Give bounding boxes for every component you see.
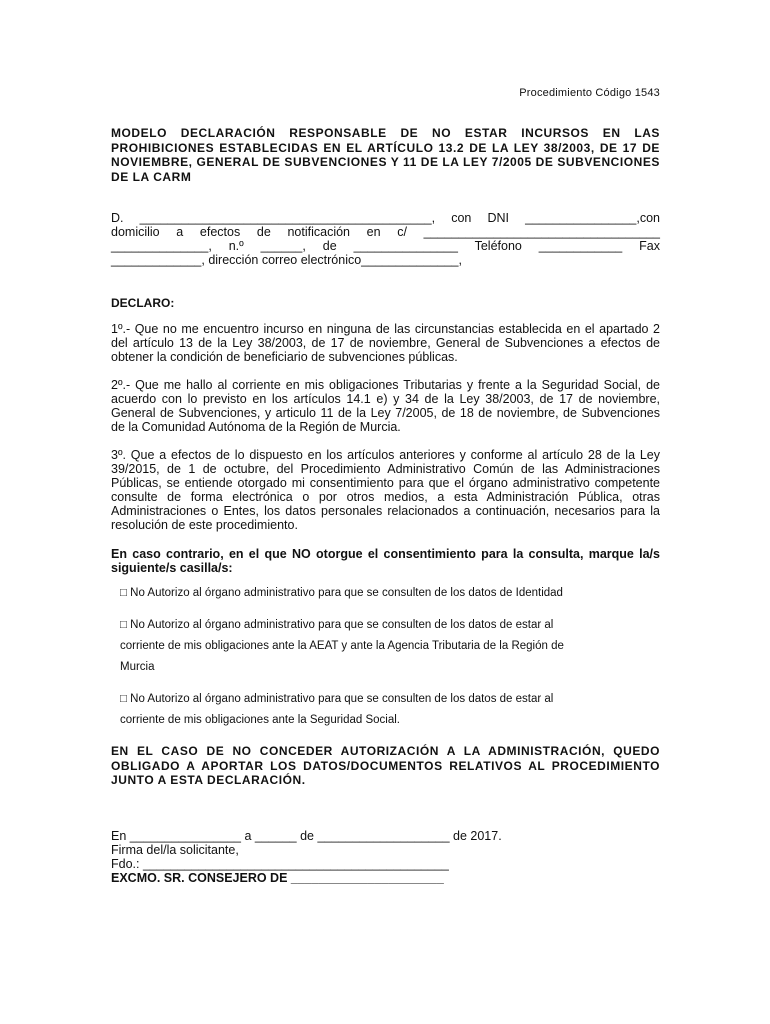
consent-intro-wrap (111, 547, 660, 575)
paragraph-2-wrap (111, 378, 660, 434)
addressee: EXCMO. SR. CONSEJERO DE ______________________ (111, 871, 444, 885)
field-line-email: _____________, dirección correo electrónico______________, (111, 253, 462, 267)
field-line-name: D. __________________________________________, con DNI ________________,con (111, 211, 660, 225)
declaro-heading: DECLARO: (111, 296, 175, 310)
procedure-code: Procedimiento Código 1543 (519, 87, 660, 99)
signature-fdo: Fdo.: ____________________________________________ (111, 857, 449, 871)
applicant-fields (111, 211, 660, 267)
paragraph-1-wrap (111, 322, 660, 364)
paragraph-1: 1º.- Que no me encuentro incurso en ninguna de las circunstancias establecida en el apartado 2 del artículo 13 de la Ley 38/2003, de 17 de noviembre, General de Subvenciones a efectos de obtener la condición de beneficiario de subvenciones públicas. (111, 322, 660, 364)
field-line-address: domicilio a efectos de notificación en c/ __________________________________ (111, 225, 660, 239)
field-line-phone: ______________, n.º ______, de _______________ Teléfono ____________ Fax (111, 239, 660, 253)
closing-wrap (111, 744, 660, 788)
option-aeat-line2: corriente de mis obligaciones ante la AEAT y ante la Agencia Tributaria de la Región de (120, 640, 564, 652)
declaro-heading-wrap (111, 296, 660, 310)
paragraph-2: 2º.- Que me hallo al corriente en mis obligaciones Tributarias y frente a la Seguridad Social, de acuerdo con lo previsto en los artículos 14.1 e) y 34 de la Ley 38/2003, de 17 de noviembre, General de Subvenciones, y articulo 11 de la Ley 7/2005, de 18 de noviembre, de Subvenciones de la Comunidad Autónoma de la Región de Murcia. (111, 378, 660, 434)
option-aeat[interactable] (120, 618, 660, 674)
paragraph-3-wrap (111, 448, 660, 532)
date-line: En ________________ a ______ de ___________________ de 2017. (111, 829, 502, 843)
option-ss-line2: corriente de mis obligaciones ante la Seguridad Social. (120, 714, 400, 726)
option-social-security[interactable] (120, 692, 660, 727)
option-aeat-line1: □ No Autorizo al órgano administrativo para que se consulten de los datos de estar al (120, 619, 554, 631)
option-aeat-line3: Murcia (120, 661, 155, 673)
option-ss-line1: □ No Autorizo al órgano administrativo para que se consulten de los datos de estar al (120, 693, 554, 705)
closing-statement: EN EL CASO DE NO CONCEDER AUTORIZACIÓN A LA ADMINISTRACIÓN, QUEDO OBLIGADO A APORTAR LOS DATOS/DOCUMENTOS RELATIVOS AL PROCEDIMIENTO JUNTO A ESTA DECLARACIÓN. (111, 744, 660, 787)
option-identity-text: □ No Autorizo al órgano administrativo para que se consulten de los datos de Identidad (120, 587, 563, 599)
option-identity[interactable] (120, 586, 660, 600)
consent-intro: En caso contrario, en el que NO otorgue el consentimiento para la consulta, marque la/s siguiente/s casilla/s: (111, 547, 660, 575)
signature-block (111, 829, 660, 885)
paragraph-3: 3º. Que a efectos de lo dispuesto en los artículos anteriores y conforme al artículo 28 de la Ley 39/2015, de 1 de octubre, del Procedimiento Administrativo Común de las Administraciones Públicas, se entiende otorgado mi consentimiento para que el órgano administrativo competente consulte de forma electrónica o por otros medios, a esta Administración Pública, otras Administraciones o Entes, los datos personales relacionados a continuación, necesarios para la resolución de este procedimiento. (111, 448, 660, 532)
document-title: MODELO DECLARACIÓN RESPONSABLE DE NO ESTAR INCURSOS EN LAS PROHIBICIONES ESTABLECIDAS EN EL ARTÍCULO 13.2 DE LA LEY 38/2003, DE 17 DE NOVIEMBRE, GENERAL DE SUBVENCIONES Y 11 DE LA LEY 7/2005 DE SUBVENCIONES DE LA CARM (111, 126, 660, 184)
signature-label: Firma del/la solicitante, (111, 843, 239, 857)
